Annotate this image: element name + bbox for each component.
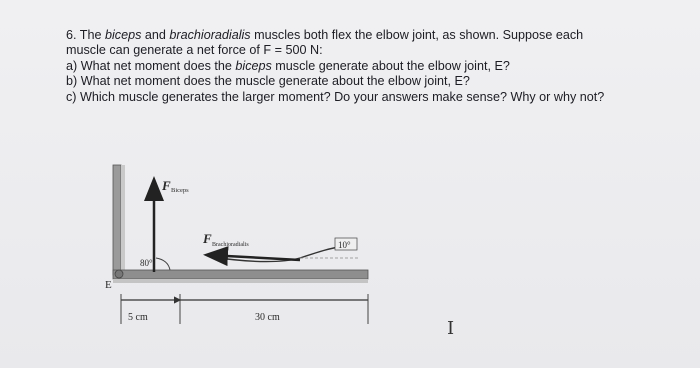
text-cursor-icon: I xyxy=(447,318,455,339)
forearm xyxy=(113,270,368,279)
elbow-joint xyxy=(115,270,123,278)
biceps-force-sub: Biceps xyxy=(171,187,189,194)
dim-short-label: 5 cm xyxy=(128,312,148,323)
question-part-a xyxy=(66,59,686,74)
question-line-2: muscle can generate a net force of F = 500 N: xyxy=(66,43,323,58)
part-a-prefix: a) What net moment does the xyxy=(66,58,236,73)
part-a-suffix: muscle generate about the elbow joint, E? xyxy=(271,58,510,73)
question-line-1: 6. The biceps and brachioradialis muscles both flex the elbow joint, as shown. Suppose each xyxy=(66,28,584,42)
brachio-force-label: F xyxy=(203,231,212,246)
brachioradialis-force-arrow xyxy=(208,255,300,260)
brachioradialis-term: brachioradialis xyxy=(169,28,251,42)
question-part-b: b) What net moment does the muscle generate about the elbow joint, E? xyxy=(66,74,470,89)
biceps-term: biceps xyxy=(104,28,142,42)
brachio-angle-label: 10° xyxy=(338,240,351,250)
biceps-force-label: F xyxy=(162,178,171,193)
biceps-angle-label: 80° xyxy=(140,258,153,268)
arm-diagram xyxy=(0,150,700,368)
question-text xyxy=(66,28,686,105)
upper-arm xyxy=(113,165,121,275)
brachio-force-sub: Brachioradialis xyxy=(212,242,249,248)
question-part-c: c) Which muscle generates the larger moment? Do your answers make sense? Why or why not? xyxy=(66,89,605,104)
biceps-angle-arc xyxy=(156,258,170,270)
joint-label: E xyxy=(105,279,112,291)
part-a-italic: biceps xyxy=(235,58,272,73)
dim-long-label: 30 cm xyxy=(255,312,280,323)
